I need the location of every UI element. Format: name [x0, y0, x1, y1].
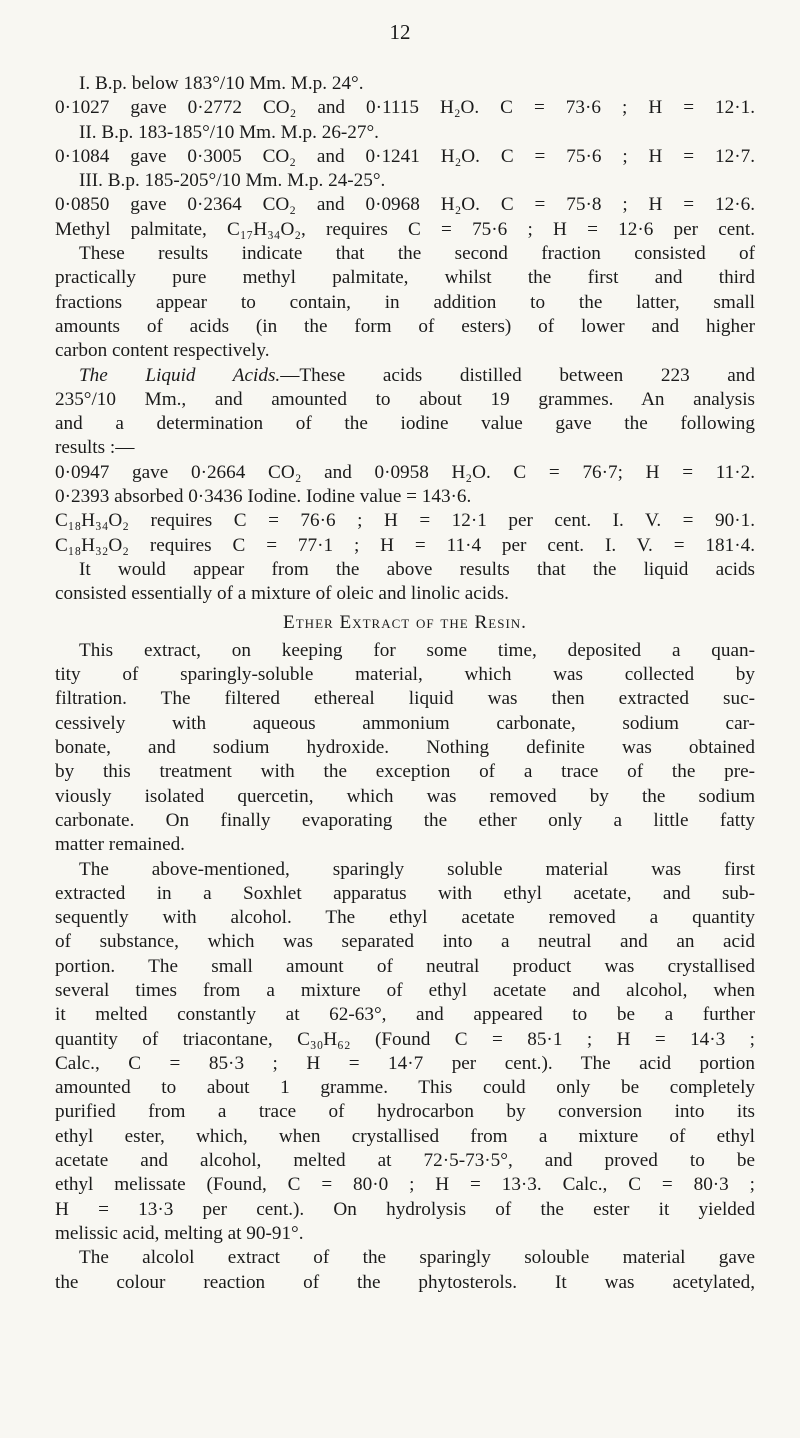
fraction-1-heading: I. B.p. below 183°/10 Mm. M.p. 24°. [79, 73, 364, 94]
text-line: tity of sparingly-soluble material, which was collected by [55, 664, 755, 686]
text-line: of substance, which was separated into a neutral and an acid [55, 931, 755, 953]
text-line: practically pure methyl palmitate, whilst the first and third [55, 267, 755, 289]
oleic-requirement: C₁₈H₃₄O₂ requires C = 76·6 ; H = 12·1 per cent. I. V. = 90·1. [55, 510, 755, 532]
text-line: acetate and alcohol, melted at 72·5-73·5°, and proved to be [55, 1150, 755, 1172]
text-line: amounts of acids (in the form of esters) of lower and higher [55, 315, 755, 337]
liquid-acids-analysis: 0·0947 gave 0·2664 CO₂ and 0·0958 H₂O. C = 76·7; H = 11·2. [55, 461, 755, 483]
text-line: bonate, and sodium hydroxide. Nothing definite was obtained [55, 737, 755, 759]
text-fragment: —These acids distilled between 223 and [280, 364, 755, 386]
text-line: the colour reaction of the phytosterols. It was acetylated, [55, 1271, 755, 1293]
text-line: carbonate. On finally evaporating the ether only a little fatty [55, 809, 755, 831]
text-line: results :— [55, 437, 135, 459]
text-line: carbon content respectively. [55, 340, 270, 362]
paragraph-results [55, 242, 755, 363]
text-line: consisted essentially of a mixture of oleic and linolic acids. [55, 583, 509, 605]
text-line: by this treatment with the exception of a trace of the pre- [55, 761, 755, 783]
body-text [55, 72, 755, 1295]
fraction-2-analysis: 0·1084 gave 0·3005 CO₂ and 0·1241 H₂O. C = 75·6 ; H = 12·7. [55, 145, 755, 167]
text-line: sequently with alcohol. The ethyl acetate removed a quantity [55, 907, 755, 929]
text-line: viously isolated quercetin, which was removed by the sodium [55, 785, 755, 807]
fraction-3-heading: III. B.p. 185-205°/10 Mm. M.p. 24-25°. [79, 170, 386, 192]
text-line: ethyl ester, which, when crystallised from a mixture of ethyl [55, 1125, 755, 1147]
text-line: ethyl melissate (Found, C = 80·0 ; H = 13·3. Calc., C = 80·3 ; [55, 1174, 755, 1196]
text-line: extracted in a Soxhlet apparatus with ethyl acetate, and sub- [55, 882, 755, 904]
text-line: amounted to about 1 gramme. This could only be completely [55, 1077, 755, 1099]
linolic-requirement: C₁₈H₃₂O₂ requires C = 77·1 ; H = 11·4 per cent. I. V. = 181·4. [55, 534, 755, 556]
text-line: This extract, on keeping for some time, deposited a quan- [79, 639, 755, 661]
text-line: melissic acid, melting at 90-91°. [55, 1222, 304, 1244]
text-line: and a determination of the iodine value gave the following [55, 413, 755, 435]
text-line: H = 13·3 per cent.). On hydrolysis of the ester it yielded [55, 1198, 755, 1220]
paragraph-soxhlet [55, 858, 755, 1247]
section-heading: Ether Extract of the Resin. [283, 611, 527, 633]
text-line: quantity of triacontane, C₃₀H₆₂ (Found C = 85·1 ; H = 14·3 ; [55, 1028, 755, 1050]
text-line: Calc., C = 85·3 ; H = 14·7 per cent.). The acid portion [55, 1052, 755, 1074]
text-line: It would appear from the above results that the liquid acids [79, 558, 755, 580]
paragraph-conclusion [55, 558, 755, 607]
paragraph-ether-extract [55, 639, 755, 858]
text-line: portion. The small amount of neutral product was crystallised [55, 955, 755, 977]
liquid-acids-first-line [55, 364, 755, 388]
page-number: 12 [389, 20, 411, 44]
methyl-palmitate-requirement: Methyl palmitate, C₁₇H₃₄O₂, requires C = 75·6 ; H = 12·6 per cent. [55, 218, 755, 240]
text-line: cessively with aqueous ammonium carbonate, sodium car- [55, 712, 755, 734]
text-line: it melted constantly at 62-63°, and appeared to be a further [55, 1004, 755, 1026]
text-line: filtration. The filtered ethereal liquid was then extracted suc- [55, 688, 755, 710]
fraction-3-analysis: 0·0850 gave 0·2364 CO₂ and 0·0968 H₂O. C = 75·8 ; H = 12·6. [55, 194, 755, 216]
iodine-value-line: 0·2393 absorbed 0·3436 Iodine. Iodine value = 143·6. [55, 486, 472, 508]
fraction-1-analysis: 0·1027 gave 0·2772 CO₂ and 0·1115 H₂O. C = 73·6 ; H = 12·1. [55, 97, 755, 119]
text-line: The above-mentioned, sparingly soluble material was first [79, 858, 755, 880]
text-line: purified from a trace of hydrocarbon by conversion into its [55, 1101, 755, 1123]
paragraph-alcohol-extract [55, 1246, 755, 1295]
liquid-acids-section [55, 364, 755, 558]
text-line: fractions appear to contain, in addition to the latter, small [55, 291, 755, 313]
liquid-acids-title: The Liquid Acids. [79, 364, 281, 386]
text-line: 235°/10 Mm., and amounted to about 19 grammes. An analysis [55, 388, 755, 410]
text-line: several times from a mixture of ethyl acetate and alcohol, when [55, 979, 755, 1001]
fraction-2-heading: II. B.p. 183-185°/10 Mm. M.p. 26-27°. [79, 121, 379, 143]
text-line: These results indicate that the second fraction consisted of [79, 243, 755, 265]
text-line: matter remained. [55, 834, 185, 856]
text-line: The alcolol extract of the sparingly solouble material gave [79, 1247, 755, 1269]
